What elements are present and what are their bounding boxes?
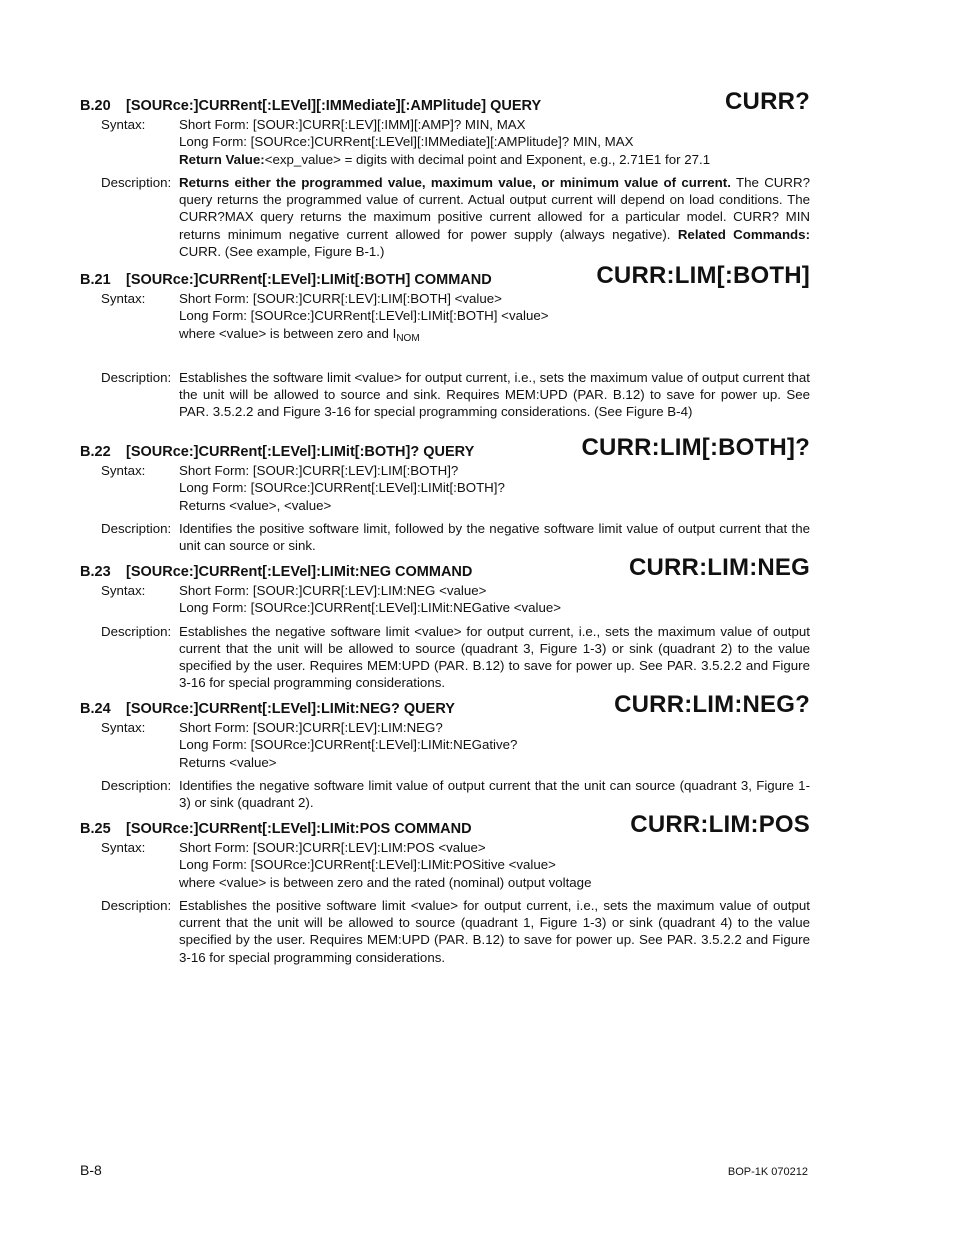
description-label: Description: <box>101 623 172 639</box>
where-value-line: where <value> is between zero and the rated (nominal) output voltage <box>179 874 592 890</box>
syntax-long-form: Long Form: [SOURce:]CURRent[:LEVel]:LIMit[:BOTH] <value> <box>179 308 549 324</box>
syntax-label: Syntax: <box>101 840 146 855</box>
section-title-text: [SOURce:]CURRent[:LEVel]:LIMit[:BOTH] COMMAND <box>126 272 492 288</box>
description-bold-lead: Returns either the programmed value, maximum value, or minimum value of current. <box>179 174 731 190</box>
section-title <box>80 272 492 288</box>
syntax-label: Syntax: <box>101 583 146 598</box>
section-b22 <box>80 436 810 554</box>
syntax-short-form: Short Form: [SOUR:]CURR[:LEV]:LIM[:BOTH] <value> <box>179 291 502 306</box>
section-number: B.20 <box>80 98 111 114</box>
description-body: The CURR? query returns the programmed value of current. Actual output current will depend on load conditions. The CURR?MAX query returns the maximum positive current allowed for a particular model. CURR? MIN returns minimum negative current allowed for power supply (always negative). <box>179 174 811 242</box>
description-text: Establishes the positive software limit <value> for output current, i.e., sets the maximum value of output current that the unit will be allowed to source (quadrant 1, Figure 1-3) or sink (quadrant 4) to the value specified by the user. Requires MEM:UPD (PAR. B.12) to save for power up. See PAR. 3.5.2.2 and Figure 3-16 for special programming considerations. <box>179 897 810 965</box>
description-block <box>80 623 810 692</box>
section-heading <box>80 436 810 462</box>
section-number: B.21 <box>80 272 111 288</box>
document-id: BOP-1K 070212 <box>727 1166 808 1178</box>
section-title-text: [SOURce:]CURRent[:LEVel][:IMMediate][:AMPlitude] QUERY <box>126 98 542 114</box>
syntax-short-form: Short Form: [SOUR:]CURR[:LEV]:LIM:POS <value> <box>179 840 486 855</box>
command-mnemonic: CURR:LIM[:BOTH]? <box>581 434 810 461</box>
command-mnemonic: CURR:LIM:NEG? <box>614 691 810 718</box>
section-title <box>80 564 472 580</box>
syntax-long-form: Long Form: [SOURce:]CURRent[:LEVel][:IMMediate][:AMPlitude]? MIN, MAX <box>179 134 634 150</box>
section-title-text: [SOURce:]CURRent[:LEVel]:LIMit:POS COMMAND <box>126 821 472 837</box>
command-mnemonic: CURR? <box>725 88 810 115</box>
section-b25 <box>80 813 810 966</box>
section-title-text: [SOURce:]CURRent[:LEVel]:LIMit:NEG? QUERY <box>126 701 455 717</box>
command-mnemonic: CURR:LIM:POS <box>630 811 810 838</box>
section-title <box>80 701 455 717</box>
section-number: B.24 <box>80 701 111 717</box>
return-value-label: Return Value: <box>179 151 265 167</box>
section-number: B.25 <box>80 821 111 837</box>
command-mnemonic: CURR:LIM:NEG <box>628 554 810 581</box>
syntax-block <box>80 582 810 617</box>
where-value-line <box>179 325 810 347</box>
return-value-line <box>179 151 810 168</box>
description-block <box>80 369 810 421</box>
syntax-block <box>80 719 810 771</box>
description-text: Identifies the negative software limit value of output current that the unit can source (quadrant 3, Figure 1-3) or sink (quadrant 2). <box>179 777 810 811</box>
where-value-subscript: NOM <box>396 332 420 344</box>
section-title <box>80 98 541 114</box>
syntax-short-form: Short Form: [SOUR:]CURR[:LEV]:LIM:NEG? <box>179 720 443 735</box>
section-heading <box>80 813 810 839</box>
description-label: Description: <box>101 520 172 536</box>
description-label: Description: <box>101 174 172 190</box>
syntax-block <box>80 839 810 891</box>
description-text: Identifies the positive software limit, followed by the negative software limit value of output current that the unit can source or sink. <box>179 520 810 554</box>
syntax-returns: Returns <value> <box>179 754 277 770</box>
section-heading <box>80 693 810 719</box>
section-number: B.23 <box>80 564 111 580</box>
related-commands-label: Related Commands: <box>677 226 811 242</box>
description-label: Description: <box>101 777 172 793</box>
syntax-label: Syntax: <box>101 463 146 478</box>
syntax-label: Syntax: <box>101 291 146 306</box>
section-number: B.22 <box>80 444 111 460</box>
syntax-long-form: Long Form: [SOURce:]CURRent[:LEVel]:LIMit:NEGative? <box>179 737 518 753</box>
syntax-block <box>80 290 810 347</box>
description-text: Establishes the negative software limit <value> for output current, i.e., sets the maximum value of output current that the unit will be allowed to source (quadrant 3, Figure 1-3) or sink (quadrant 2) to the value specified by the user. Requires MEM:UPD (PAR. B.12) to save for power up. See PAR. 3.5.2.2 and Figure 3-16 for special programming considerations. <box>179 623 810 691</box>
description-label: Description: <box>101 897 172 913</box>
syntax-short-form: Short Form: [SOUR:]CURR[:LEV]:LIM[:BOTH]? <box>179 463 459 478</box>
description-text: Establishes the software limit <value> for output current, i.e., sets the maximum value of output current that the unit will be allowed to source and sink. Requires MEM:UPD (PAR. B.12) to save for power up. See PAR. 3.5.2.2 and Figure 3-16 for special programming considerations. (See Figure B-4) <box>179 369 810 420</box>
section-heading <box>80 556 810 582</box>
section-b21 <box>80 264 810 421</box>
section-title <box>80 444 474 460</box>
syntax-label: Syntax: <box>101 720 146 735</box>
syntax-block <box>80 462 810 514</box>
syntax-long-form: Long Form: [SOURce:]CURRent[:LEVel]:LIMit:NEGative <value> <box>179 600 562 616</box>
related-commands-text: CURR. (See example, Figure B-1.) <box>179 244 385 260</box>
section-b23 <box>80 556 810 692</box>
description-text <box>179 174 810 260</box>
section-title-text: [SOURce:]CURRent[:LEVel]:LIMit[:BOTH]? QUERY <box>126 444 475 460</box>
description-label: Description: <box>101 369 172 385</box>
syntax-long-form: Long Form: [SOURce:]CURRent[:LEVel]:LIMit[:BOTH]? <box>179 480 505 496</box>
section-title-text: [SOURce:]CURRent[:LEVel]:LIMit:NEG COMMAND <box>126 564 473 580</box>
description-block <box>80 174 810 260</box>
where-value-text: where <value> is between zero and I <box>179 325 397 341</box>
syntax-long-form: Long Form: [SOURce:]CURRent[:LEVel]:LIMit:POSitive <value> <box>179 857 556 873</box>
syntax-label: Syntax: <box>101 117 146 132</box>
page-number: B-8 <box>80 1162 102 1178</box>
section-title <box>80 821 472 837</box>
description-block <box>80 520 810 555</box>
description-block <box>80 777 810 812</box>
section-b20 <box>80 90 810 260</box>
syntax-returns: Returns <value>, <value> <box>179 497 332 513</box>
command-mnemonic: CURR:LIM[:BOTH] <box>596 262 810 289</box>
syntax-short-form: Short Form: [SOUR:]CURR[:LEV][:IMM][:AMP]? MIN, MAX <box>179 117 526 132</box>
section-heading <box>80 90 810 116</box>
section-b24 <box>80 693 810 811</box>
return-value-text: <exp_value> = digits with decimal point and Exponent, e.g., 2.71E1 for 27.1 <box>264 151 711 167</box>
syntax-short-form: Short Form: [SOUR:]CURR[:LEV]:LIM:NEG <value> <box>179 583 487 598</box>
description-block <box>80 897 810 966</box>
syntax-block <box>80 116 810 168</box>
section-heading <box>80 264 810 290</box>
